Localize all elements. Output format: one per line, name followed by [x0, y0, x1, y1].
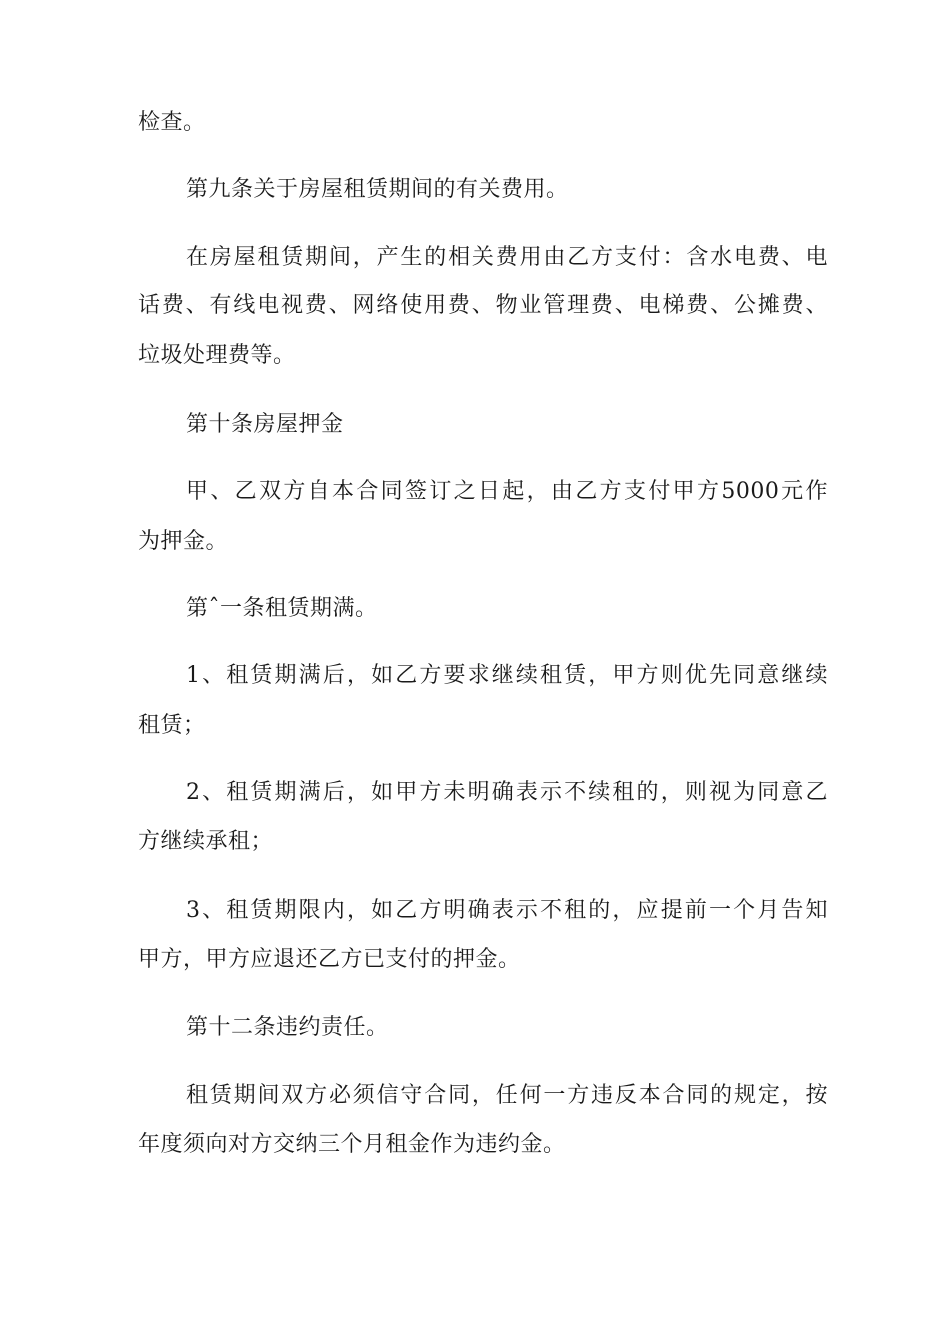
text-line: 租赁； — [138, 713, 206, 738]
text-line: 1、租赁期满后，如乙方要求继续租赁，甲方则优先同意继续 — [186, 663, 828, 688]
text-line: 年度须向对方交纳三个月租金作为违约金。 — [138, 1132, 566, 1157]
text-line: 为押金。 — [138, 529, 229, 554]
text-line: 垃圾处理费等。 — [138, 343, 296, 368]
text-line: 检查。 — [138, 110, 206, 135]
text-line: 方继续承租； — [138, 829, 274, 854]
section-heading-9: 第九条关于房屋租赁期间的有关费用。 — [186, 177, 569, 202]
section-heading-12: 第十二条违约责任。 — [186, 1015, 389, 1040]
section-heading-11: 第ˆ一条租赁期满。 — [186, 596, 378, 621]
text-line: 甲、乙双方自本合同签订之日起，由乙方支付甲方5000元作 — [186, 479, 828, 504]
text-line: 在房屋租赁期间，产生的相关费用由乙方支付：含水电费、电 — [186, 245, 828, 270]
section-heading-10: 第十条房屋押金 — [186, 412, 344, 437]
text-line: 话费、有线电视费、网络使用费、物业管理费、电梯费、公摊费、 — [138, 293, 828, 318]
text-line: 甲方，甲方应退还乙方已支付的押金。 — [138, 947, 521, 972]
text-line: 租赁期间双方必须信守合同，任何一方违反本合同的规定，按 — [186, 1083, 828, 1108]
text-line: 2、租赁期满后，如甲方未明确表示不续租的，则视为同意乙 — [186, 780, 828, 805]
text-line: 3、租赁期限内，如乙方明确表示不租的，应提前一个月告知 — [186, 898, 828, 923]
